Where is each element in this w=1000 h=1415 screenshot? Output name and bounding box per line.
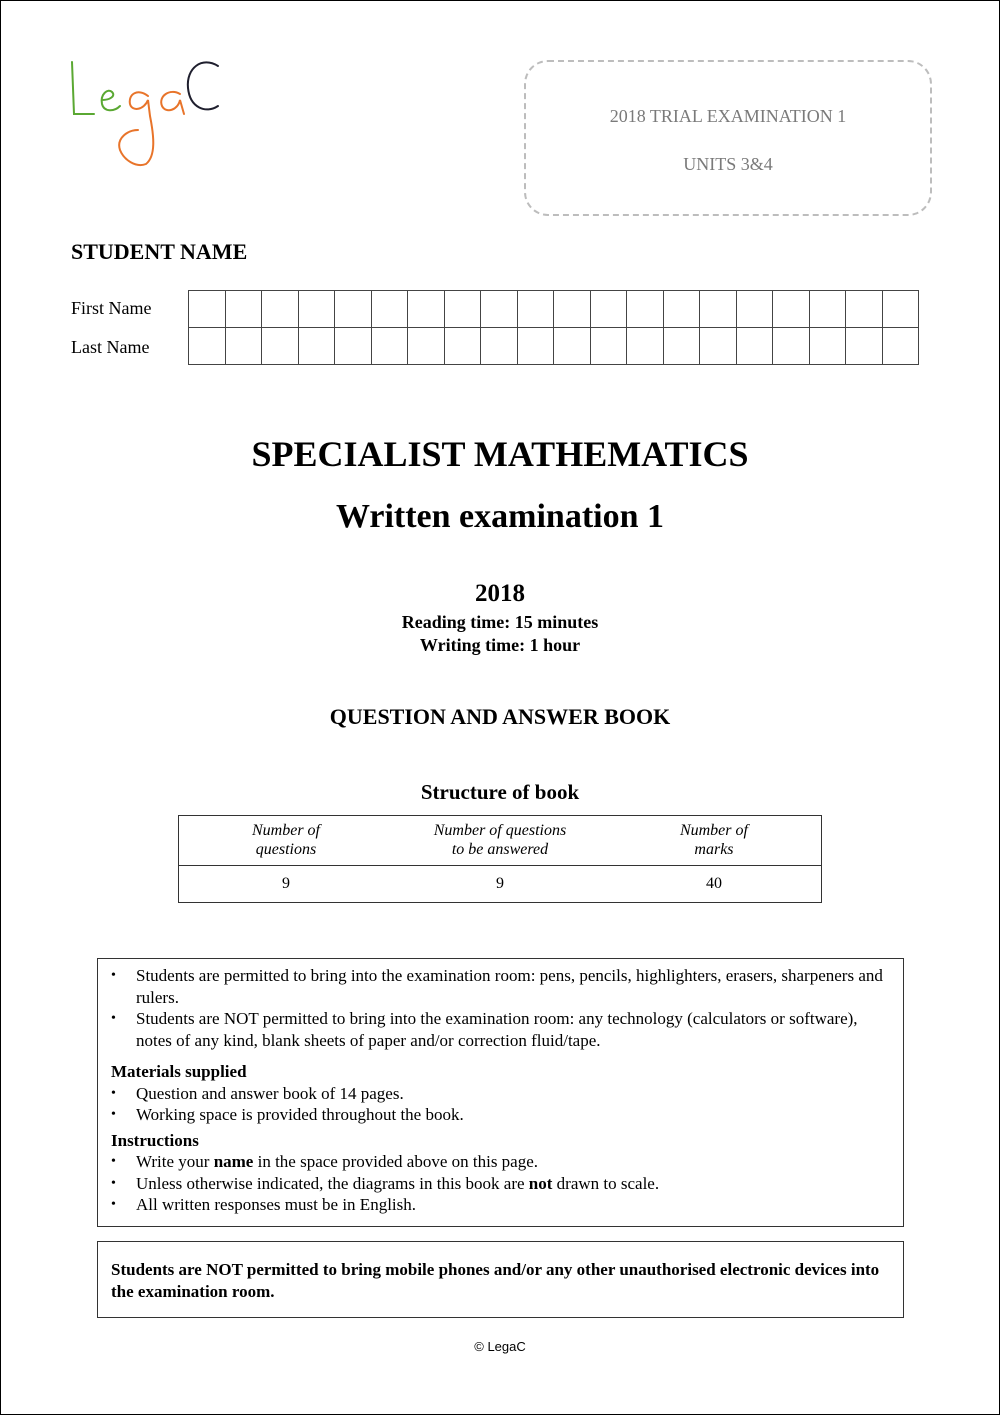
exam-rules-box [97,958,904,1227]
name-letter-box[interactable] [626,327,664,365]
name-letter-box[interactable] [663,327,701,365]
name-letter-box[interactable] [809,327,847,365]
name-letter-box[interactable] [188,327,226,365]
instruction-item [111,1173,889,1195]
name-letter-box[interactable] [845,327,883,365]
value-number-of-marks: 40 [705,875,722,892]
logo-letter-g [119,92,153,165]
name-letter-box[interactable] [480,327,518,365]
book-type-heading: QUESTION AND ANSWER BOOK [329,704,671,729]
name-letter-box[interactable] [517,290,555,328]
name-letter-box[interactable] [225,327,263,365]
exam-subtitle: Written examination 1 [335,498,664,535]
student-name-heading: STUDENT NAME [71,239,248,264]
name-letter-box[interactable] [298,327,336,365]
name-letter-box[interactable] [371,290,409,328]
value-questions-to-answer: 9 [495,875,504,892]
name-letter-box[interactable] [772,290,810,328]
materials-item: • Question and answer book of 14 pages. [111,1083,889,1105]
name-letter-box[interactable] [626,290,664,328]
first-name-label: First Name [71,298,152,318]
name-letter-box[interactable] [517,327,555,365]
instruction-text: Write your [136,1152,214,1171]
name-letter-box[interactable] [663,290,701,328]
value-number-of-questions: 9 [281,875,290,892]
last-name-label: Last Name [71,337,150,357]
not-permitted-item: • Students are NOT permitted to bring into the examination room: any technology (calculators or software), notes of any kind, blank sheets of paper and/or correction fluid/tape. [111,1008,889,1051]
structure-table-row [179,865,821,903]
instruction-emphasis: not [528,1173,553,1193]
name-letter-box[interactable] [590,290,628,328]
instruction-item [111,1151,889,1173]
materials-item: • Working space is provided throughout the book. [111,1104,889,1126]
name-letter-box[interactable] [225,290,263,328]
devices-warning-text: Students are NOT permitted to bring mobile phones and/or any other unauthorised electronic devices into the examination room. [111,1260,880,1301]
logo-letter-c [188,62,218,109]
structure-table [178,815,822,903]
structure-table-header [179,816,821,866]
devices-warning-box [97,1241,904,1318]
permitted-item: • Students are permitted to bring into the examination room: pens, pencils, highlighters, erasers, sharpeners and rulers. [111,965,889,1008]
name-letter-box[interactable] [334,290,372,328]
name-letter-box[interactable] [407,327,445,365]
subject-title: SPECIALIST MATHEMATICS [251,434,749,474]
instruction-text: All written responses must be in English. [136,1195,417,1214]
name-letter-box[interactable] [298,290,336,328]
instruction-text: in the space provided above on this page. [253,1152,539,1171]
first-name-boxes[interactable] [188,290,918,328]
instructions-list [111,1151,889,1216]
name-letter-box[interactable] [480,290,518,328]
name-letter-box[interactable] [261,290,299,328]
name-letter-box[interactable] [553,327,591,365]
instruction-text: Unless otherwise indicated, the diagrams in this book are [136,1173,529,1193]
name-letter-box[interactable] [444,327,482,365]
legac-logo [66,56,226,168]
name-letter-box[interactable] [261,327,299,365]
permitted-list [111,965,889,1051]
materials-heading: Materials supplied [111,1062,247,1081]
name-letter-box[interactable] [444,290,482,328]
last-name-boxes[interactable] [188,327,918,365]
name-letter-box[interactable] [809,290,847,328]
header-number-of-questions: Number of questions [251,822,320,858]
exam-info-box [524,60,932,216]
exam-year: 2018 [475,580,525,607]
name-letter-box[interactable] [188,290,226,328]
header-number-of-marks: Number of marks [679,822,748,858]
writing-time: Writing time: 1 hour [419,635,581,655]
copyright-footer: © LegaC [474,1339,526,1354]
name-letter-box[interactable] [590,327,628,365]
name-letter-box[interactable] [772,327,810,365]
structure-heading: Structure of book [420,780,580,804]
name-letter-box[interactable] [699,290,737,328]
logo-letter-l [72,62,94,114]
materials-list [111,1083,889,1126]
logo-letter-a [161,92,184,114]
header-questions-to-answer: Number of questions to be answered [433,822,567,858]
name-letter-box[interactable] [334,327,372,365]
name-letter-box[interactable] [882,327,920,365]
name-letter-box[interactable] [736,290,774,328]
name-letter-box[interactable] [553,290,591,328]
name-letter-box[interactable] [845,290,883,328]
instruction-emphasis: name [213,1152,254,1171]
instruction-item [111,1194,889,1216]
reading-time: Reading time: 15 minutes [401,612,599,632]
name-letter-box[interactable] [882,290,920,328]
logo-letter-e [102,91,120,111]
instruction-text: drawn to scale. [552,1173,660,1193]
name-letter-box[interactable] [371,327,409,365]
name-letter-box[interactable] [699,327,737,365]
name-letter-box[interactable] [407,290,445,328]
exam-info-line-2: UNITS 3&4 [683,154,773,174]
name-letter-box[interactable] [736,327,774,365]
instructions-heading: Instructions [111,1130,199,1150]
exam-info-line-1: 2018 TRIAL EXAMINATION 1 [609,106,847,126]
